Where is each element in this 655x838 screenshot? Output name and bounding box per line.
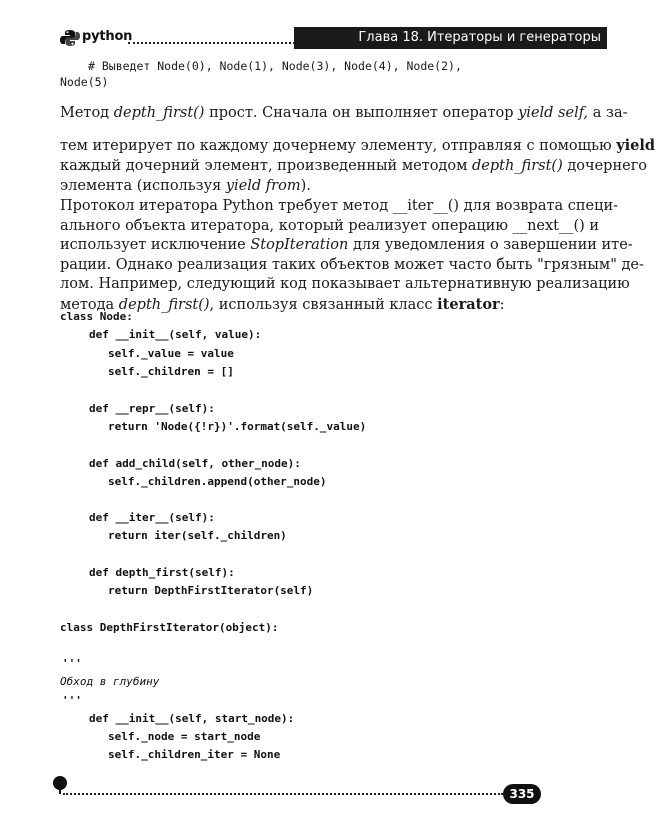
header-dotted-rule bbox=[128, 42, 295, 44]
para1-line-3: каждый дочерний элемент, произведенный методом depth_first() дочернего bbox=[60, 158, 648, 174]
code-line: def depth_first(self): bbox=[89, 566, 235, 579]
para2-line-6: метода depth_first(), используя связанный класс iterator: bbox=[60, 295, 505, 313]
code-docstring: Обход в глубину bbox=[60, 675, 160, 688]
footer-dotted-rule bbox=[63, 793, 503, 795]
code-line: def __repr__(self): bbox=[89, 402, 215, 415]
code-line: def __iter__(self): bbox=[89, 511, 215, 524]
code-line: def __init__(self, value): bbox=[89, 328, 262, 341]
code-line: self._value = value bbox=[108, 347, 234, 360]
code-line: def add_child(self, other_node): bbox=[89, 457, 301, 470]
paragraph-iterator-protocol bbox=[60, 197, 644, 315]
chapter-title: Глава 18. Итераторы и генераторы bbox=[294, 27, 607, 49]
code-line: class DepthFirstIterator(object): bbox=[60, 621, 279, 634]
code-line: return iter(self._children) bbox=[108, 529, 287, 542]
code-line: ''' bbox=[62, 694, 82, 707]
para2-line-2: ального объекта итератора, который реализует операцию __next__() и bbox=[60, 217, 600, 234]
page-footer bbox=[53, 770, 543, 810]
code-line: return DepthFirstIterator(self) bbox=[108, 584, 314, 597]
python-logo-icon bbox=[60, 29, 80, 47]
paragraph-depth-first bbox=[60, 103, 655, 196]
code-line: return 'Node({!r})'.format(self._value) bbox=[108, 420, 367, 433]
output-comment-line-2: Node(5) bbox=[60, 75, 109, 89]
para1-line-2: тем итерирует по каждому дочернему элементу, отправляя с помощью yield bbox=[60, 137, 655, 154]
para2-line-3: использует исключение StopIteration для уведомления о завершении ите- bbox=[60, 237, 633, 253]
code-line: self._node = start_node bbox=[108, 730, 261, 743]
para2-line-1: Протокол итератора Python требует метод __iter__() для возврата специ- bbox=[60, 198, 619, 214]
pin-stem bbox=[59, 788, 61, 794]
code-line: self._children = [] bbox=[108, 365, 234, 378]
logo-text: python bbox=[82, 29, 133, 44]
page-number: 335 bbox=[503, 784, 541, 804]
code-line: ''' bbox=[62, 657, 82, 670]
code-line: def __init__(self, start_node): bbox=[89, 712, 295, 725]
page-header bbox=[60, 27, 601, 49]
para1-line-4: элемента (используя yield from). bbox=[60, 178, 311, 194]
para2-line-4: рации. Однако реализация таких объектов может часто быть "грязным" де- bbox=[60, 256, 644, 273]
output-comment-line-1: # Выведет Node(0), Node(1), Node(3), Node(4), Node(2), bbox=[88, 59, 462, 73]
code-line: class Node: bbox=[60, 310, 133, 323]
code-line: self._children.append(other_node) bbox=[108, 475, 327, 488]
para2-line-5: лом. Например, следующий код показывает альтернативную реализацию bbox=[60, 276, 630, 292]
para1-line-1: Метод depth_first() прост. Сначала он выполняет оператор yield self, а за- bbox=[60, 105, 628, 121]
code-line: self._children_iter = None bbox=[108, 748, 281, 761]
